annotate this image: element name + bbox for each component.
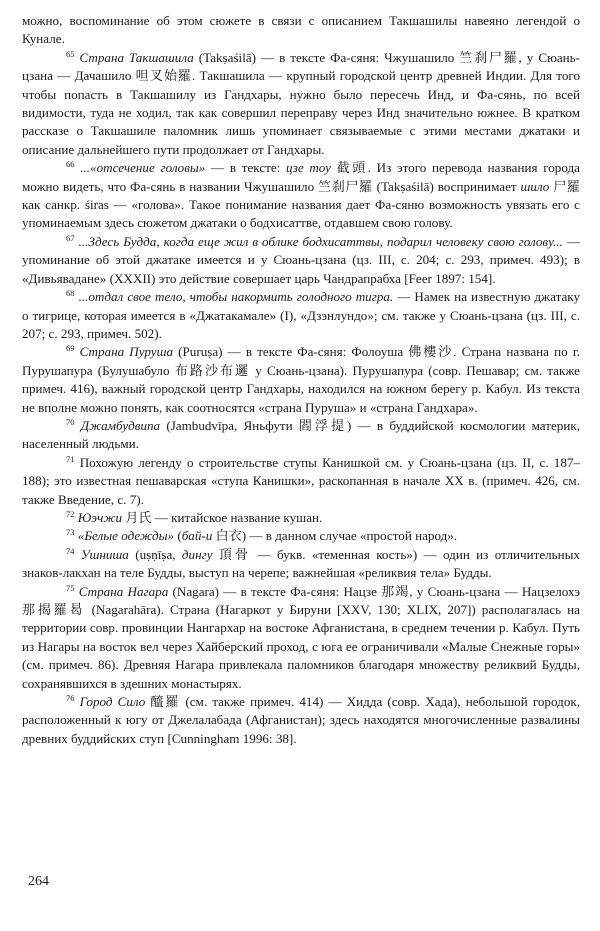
note-text: (Takṣaśilā) — в тексте Фа-сяня: Чжушашило 竺刹尸羅, у Сюань-цзана — Дачашило 呾叉始羅. Такшашила — крупный городской центр древней Индии. Для того чтобы попасть в Такшашилу из Гандхары, нужно было пересечь Инд, и Фа-сянь, по всей видимости, туда не ходил, так как совершил переправу через Инд значительно южнее. В кратком рассказе о Такшашиле паломник лишь упоминает связываемые с этими местами джатаки и описание дальнейшего пути продолжает от Гандхары. <box>22 49 581 157</box>
footnote-67 <box>22 233 580 288</box>
footnote-70 <box>22 417 580 454</box>
note-text: 白衣) — в данном случае «простой народ». <box>212 528 458 544</box>
footnote-number: 65 <box>66 48 75 59</box>
footnote-number: 70 <box>66 416 75 427</box>
note-text: (uṣṇīṣa, <box>128 546 182 562</box>
footnote-73 <box>22 527 580 545</box>
footnote-75 <box>22 583 580 693</box>
footnote-continuation <box>22 12 580 49</box>
italic-term: Страна Такшашила <box>79 49 194 65</box>
italic-term: цзе тоу <box>286 160 331 176</box>
note-text: (Nagara) — в тексте Фа-сяня: Нацзе 那竭, у Сюань-цзана — Нацзелохэ 那揭羅曷 (Nagarahāra). Страна (Нагаркот у Бируни [XXV, 130; XLIX, 207]) располагалась на территории совр. провинции Нангархар на востоке Афганистана, в среднем течении р. Кабул. Путь из Нагары на восток вел через Хайберский проход, с юга ее ограничивали «Малые Снежные горы» (см. примеч. 86). Древняя Нагара привлекала паломников благодаря множеству реликвий Будды, сохранявшихся в здешних монастырях. <box>22 583 580 691</box>
footnote-65 <box>22 49 580 159</box>
italic-term: Ушниша <box>80 546 129 562</box>
footnote-71 <box>22 454 580 509</box>
italic-term: бай-и <box>181 528 213 544</box>
italic-term: ...Здесь Будда, когда еще жил в облике бодхисаттвы, подарил человеку свою голову... <box>78 233 563 249</box>
note-text: — в тексте: <box>205 160 287 176</box>
italic-term: Джамбудвипа <box>80 417 161 433</box>
italic-term: дингу <box>181 546 213 562</box>
footnote-number: 76 <box>66 693 75 704</box>
italic-term: ...«отсечение головы» <box>80 160 206 176</box>
footnote-number: 66 <box>66 159 75 170</box>
italic-term: «Белые одежды» <box>77 528 175 544</box>
note-text: — Намек на известную джатаку о тигрице, которая имеется в «Джатакамале» (I), «Дзэнлундо»; см. также у Сюань-цзана (цз. III, с. 207; с. 293, примеч. 502). <box>22 289 580 341</box>
footnote-76 <box>22 693 580 748</box>
note-text: — упоминание об этой джатаке имеется и у Сюань-цзана (цз. III, с. 204; с. 293, примеч. 493); в «Дивьявадане» (XXXII) это действие совершает царь Чандрапрабха [Feer 1897: 154]. <box>22 233 580 286</box>
italic-term: Город Сило <box>79 694 146 710</box>
footnotes <box>22 12 580 748</box>
page-number: 264 <box>28 874 49 889</box>
note-text: Похожую легенду о строительстве ступы Канишкой см. у Сюань-цзана (цз. II, с. 187–188); это известная пешаварская «ступа Канишки», раскопанная в начале XX в. (примеч. 426, см. также Введение, с. 7). <box>22 454 580 507</box>
note-text: ( <box>174 528 182 544</box>
footnote-number: 74 <box>66 545 75 556</box>
footnote-72 <box>22 509 580 527</box>
note-text: 醯羅 (см. также примеч. 414) — Хидда (совр. Хада), небольшой городок, расположенный к югу от Джелалабада (Афганистан); здесь находятся многочисленные развалины древних буддийских ступ [Cunningham 1996: 38]. <box>22 694 580 746</box>
note-text: 截頭. Из этого перевода названия города можно видеть, что Фа-сянь в названии Чжушашило 竺刹尸羅 (Takṣaśilā) воспринимает <box>22 160 580 194</box>
italic-term: Юэчжи <box>77 509 123 525</box>
note-text: 尸羅 как санкр. śiras — «голова». Такое понимание названия дает Фа-сяню возможность увязать его с упоминаемым здесь сюжетом джатаки о бодхисаттве, отдавшем свою голову. <box>22 178 580 231</box>
footnote-number: 69 <box>66 343 75 354</box>
footnote-69 <box>22 343 580 417</box>
italic-term: ...отдал свое тело, чтобы накормить голодного тигра. <box>78 289 394 305</box>
footnote-number: 71 <box>66 453 75 464</box>
note-text: (Jambudvīpa, Яньфути 閻浮提) — в буддийской космологии материк, населенный людьми. <box>22 417 580 452</box>
note-text: (Puruṣa) — в тексте Фа-сяня: Фолоуша 佛樓沙. Страна названа по г. Пурушапура (Булушабуло 布路沙布邏 у Сюань-цзана). Пурушапура (совр. Пешавар; см. также примеч. 416), важный городской центр Гандхары, находился на южном берегу р. Кабул. Из текста не вполне можно понять, как соотносятся «страна Пуруша» и «страна Гандхара». <box>22 344 580 415</box>
note-text: 月氏 — китайское название кушан. <box>122 509 323 525</box>
footnote-number: 75 <box>66 582 75 593</box>
italic-term: шило <box>520 178 550 194</box>
footnote-66 <box>22 159 580 233</box>
note-text: можно, воспоминание об этом сюжете в связи с описанием Такшашилы навеяно легендой о Кунале. <box>22 13 580 47</box>
footnote-number: 67 <box>66 232 75 243</box>
footnote-74 <box>22 546 580 583</box>
note-text: 頂骨 — букв. «теменная кость») — один из отличительных знаков-лакхан на теле Будды, выступ на черепе; важнейшая «реликвия тела» Будды. <box>22 546 580 581</box>
page-body <box>22 12 580 748</box>
footnote-number: 68 <box>66 288 75 299</box>
footnote-number: 73 <box>66 527 75 538</box>
footnote-68 <box>22 288 580 343</box>
footnote-number: 72 <box>66 508 75 519</box>
italic-term: Страна Нагара <box>78 583 169 599</box>
italic-term: Страна Пуруша <box>79 344 174 360</box>
